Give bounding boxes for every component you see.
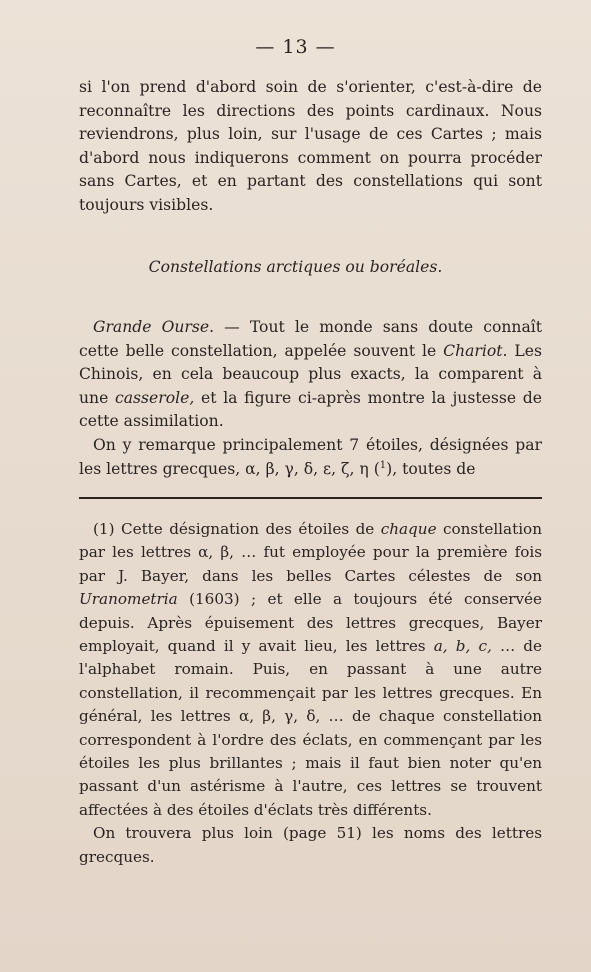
footnote-last-paragraph: On trouvera plus loin (page 51) les noms des lettres grecques. <box>79 824 542 866</box>
stars-text: On y remarque principalement 7 étoiles, désignées par les lettres grecques, α, β, γ, δ, ε, ζ, η ( <box>79 435 542 478</box>
footnote-text <box>79 518 542 822</box>
grande-ourse-text-a: — Tout le monde sans doute connaît cette belle constellation, appelée souvent le <box>79 318 542 360</box>
latin-letters: a, b, c, <box>433 637 492 656</box>
chaque-term: chaque <box>380 520 437 538</box>
page-number: — 13 — <box>255 36 336 58</box>
footnote-part2: constellation par les lettres α, β, … fut employée pour la première fois par J. Bayer, dans les belles Cartes célestes de son <box>79 520 542 585</box>
footnote-divider <box>79 497 542 499</box>
section-heading: Constellations arctiques ou boréales. <box>148 258 443 276</box>
chariot-term: Chariot. <box>443 341 508 360</box>
intro-paragraph-text: si l'on prend d'abord soin de s'orienter, c'est-à-dire de reconnaître les directions des points cardinaux. Nous reviendrons, plus loin, sur l'usage de ces Cartes ; mais d'abord nous indiquerons comment on pourra procéder sans Cartes, et en partant des constellations qui sont toujours visibles. <box>79 78 542 214</box>
stars-paragraph <box>79 434 542 481</box>
footnote-part4: … de l'alphabet romain. Puis, en passant à une autre constellation, il recommençait par les lettres grecques. En général, les lettres α, β, γ, δ, … de chaque constellation correspondent à l'ordre des éclats, en commençant par les étoiles les plus brillantes ; mais il faut bien noter qu'en passant d'un astérisme à l'autre, ces lettres se trouvent affectées à des étoiles d'éclats très différents. <box>79 637 542 819</box>
footnote-part1: Cette désignation des étoiles de <box>114 520 381 538</box>
grande-ourse-text-c: et la figure ci-après montre la justesse de cette assimilation. <box>79 388 542 431</box>
uranometria-title: Uranometria <box>79 590 178 609</box>
intro-paragraph <box>79 76 542 218</box>
grande-ourse-lead: Grande Ourse. <box>93 318 215 336</box>
grande-ourse-paragraph <box>79 316 542 481</box>
footnote-reference: 1 <box>379 459 387 471</box>
casserole-term: casserole, <box>115 388 195 407</box>
grande-ourse-text <box>79 316 542 434</box>
footnote <box>79 518 542 869</box>
footnote-part3: (1603) ; et elle a toujours été conservée depuis. Après épuisement des lettres grecques, Bayer employait, quand il y avait lieu, les lettres <box>79 590 542 656</box>
footnote-marker: (1) <box>93 520 115 538</box>
grande-ourse-text-b: Les Chinois, en cela beaucoup plus exacts, la comparent à une <box>79 341 542 407</box>
stars-text-end: ), toutes de <box>386 459 476 478</box>
